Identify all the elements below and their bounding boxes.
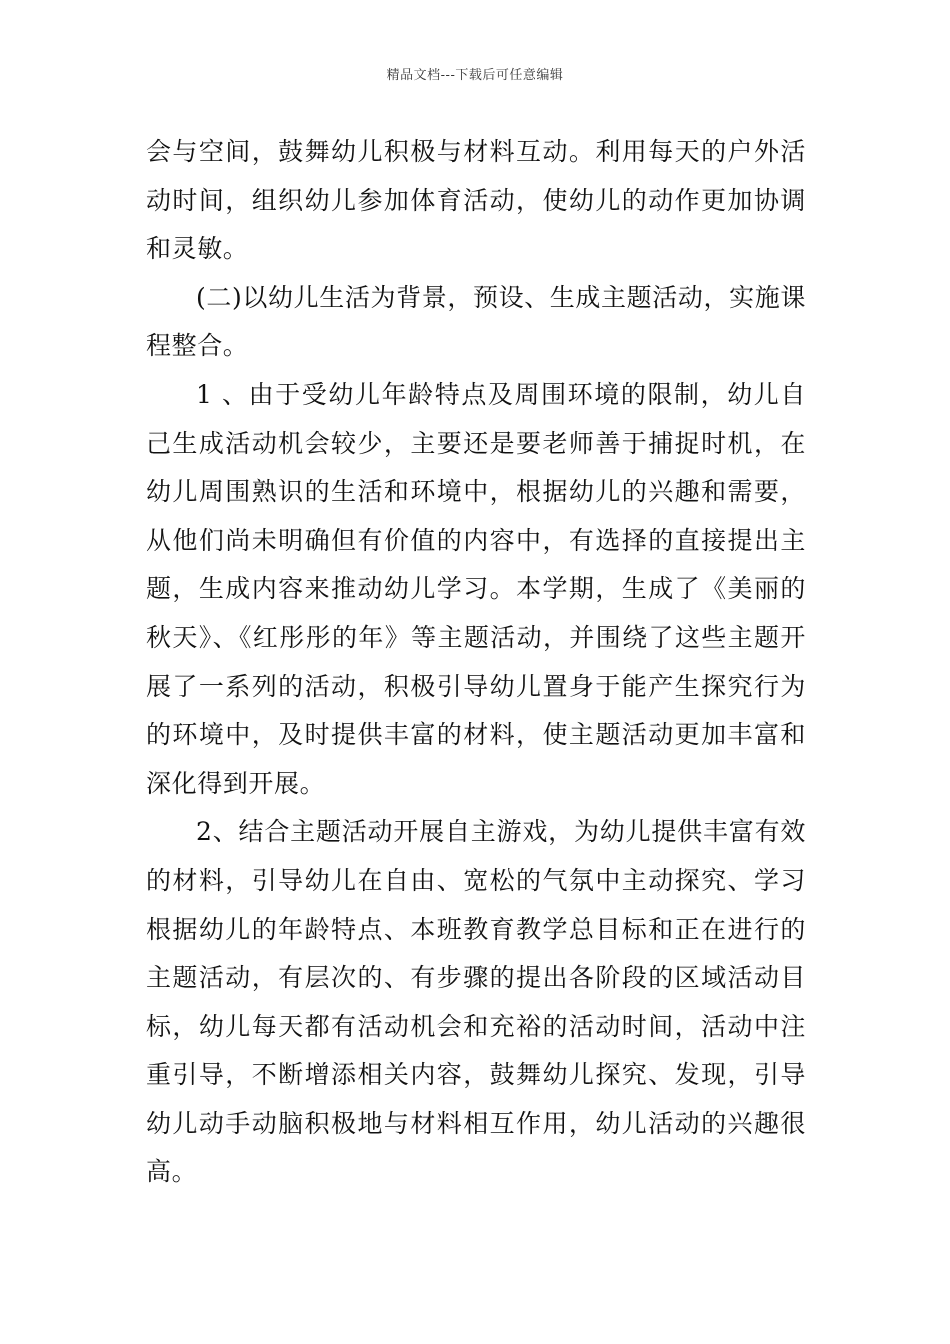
page-header: 精品文档---下载后可任意编辑 [386,68,564,83]
paragraph-item-1: 1 、由于受幼儿年龄特点及周围环境的限制，幼儿自己生成活动机会较少，主要还是要老师善于捕捉时机，在幼儿周围熟识的生活和环境中，根据幼儿的兴趣和需要，从他们尚未明确但有价值的内容中，有选择的直接提出主题，生成内容来推动幼儿学习。本学期，生成了《美丽的秋天》、《红彤彤的年》等主题活动，并围绕了这些主题开展了一系列的活动，积极引导幼儿置身于能产生探究行为的环境中，及时提供丰富的材料，使主题活动更加丰富和深化得到开展。 [146,379,806,798]
document-body [146,128,806,1197]
paragraph-continuation: 会与空间，鼓舞幼儿积极与材料互动。利用每天的户外活动时间，组织幼儿参加体育活动，使幼儿的动作更加协调和灵敏。 [146,137,806,264]
paragraph-section-heading: (二)以幼儿生活为背景，预设、生成主题活动，实施课程整合。 [146,282,806,361]
paragraph-item-2: 2、结合主题活动开展自主游戏，为幼儿提供丰富有效的材料，引导幼儿在自由、宽松的气氛中主动探究、学习根据幼儿的年龄特点、本班教育教学总目标和正在进行的主题活动，有层次的、有步骤的提出各阶段的区域活动目标，幼儿每天都有活动机会和充裕的活动时间，活动中注重引导，不断增添相关内容，鼓舞幼儿探究、发现，引导幼儿动手动脑积极地与材料相互作用，幼儿活动的兴趣很高。 [146,817,806,1187]
